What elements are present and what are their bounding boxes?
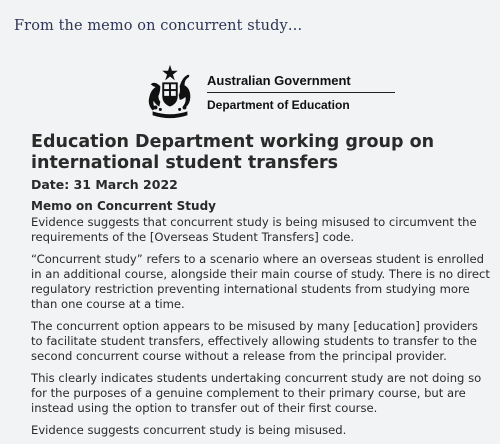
memo-body <box>31 215 493 444</box>
memo-title: Education Department working group on international student transfers <box>31 132 435 173</box>
coat-of-arms-icon <box>141 63 199 121</box>
memo-paragraph: “Concurrent study” refers to a scenario where an overseas student is enrolled in an additional course, alongside their main course of study. There is no direct regulatory restriction preventing international students from studying more than one course at a time. <box>31 251 490 312</box>
letterhead <box>141 63 395 121</box>
memo-paragraph: The concurrent option appears to be misused by many [education] providers to facilitate student transfers, effectively allowing students to transfer to the second concurrent course without a release from the principal provider. <box>31 318 478 364</box>
memo-subject: Memo on Concurrent Study <box>31 199 216 213</box>
memo-paragraph: Evidence suggests concurrent study is being misused. <box>31 422 347 437</box>
department-name: Department of Education <box>207 98 350 112</box>
memo-date: Date: 31 March 2022 <box>31 177 178 192</box>
memo-paragraph: Evidence suggests that concurrent study is being misused to circumvent the requirements of the [Overseas Student Transfers] code. <box>31 215 477 245</box>
letterhead-divider <box>207 92 395 93</box>
caption: From the memo on concurrent study… <box>14 18 303 34</box>
government-name: Australian Government <box>207 73 351 88</box>
memo-paragraph: This clearly indicates students undertaking concurrent study are not doing so for the purposes of a genuine complement to their primary course, but are instead using the option to transfer out of their first course. <box>31 370 482 416</box>
